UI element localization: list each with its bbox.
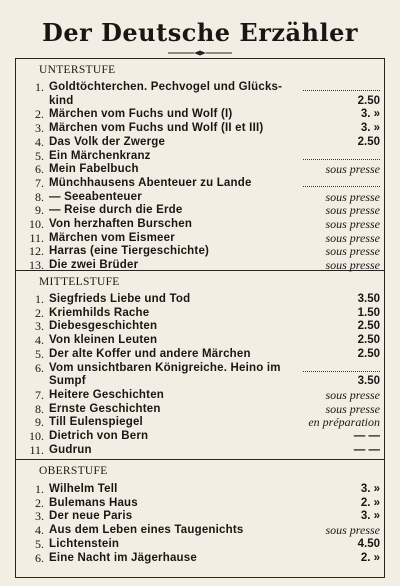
item-price: sous presse (325, 189, 380, 204)
item-title: Die zwei Brüder (49, 259, 139, 272)
item-price: sous presse (325, 217, 380, 231)
list-item (20, 244, 380, 258)
list-item (20, 374, 380, 388)
item-price: — — (353, 443, 380, 456)
item-number: 2. (35, 305, 44, 320)
item-price: sous presse (325, 387, 380, 402)
item-number: 3. (35, 509, 44, 524)
item-title: Märchen vom Fuchs und Wolf (II et III) (49, 122, 264, 135)
item-title: Märchen vom Fuchs und Wolf (I) (49, 108, 233, 121)
item-title: Sumpf (49, 375, 86, 388)
item-price: 2.50 (357, 347, 380, 360)
item-price: 3.50 (357, 293, 380, 305)
item-number: 8. (35, 401, 44, 416)
item-number: 3. (35, 319, 44, 334)
list-item (20, 509, 380, 523)
list-item (20, 496, 380, 510)
list-item (20, 319, 380, 333)
list-item (20, 162, 380, 176)
item-price: 3. » (360, 108, 380, 121)
dot-leader (303, 371, 380, 372)
item-number: 7. (35, 387, 44, 402)
page-title: Der Deutsche Erzähler (42, 18, 358, 47)
item-price: 2.50 (357, 334, 380, 347)
item-title: Münchhausens Abenteuer zu Lande (49, 176, 252, 189)
item-number: 6. (35, 360, 44, 375)
item-price: sous presse (325, 230, 380, 245)
item-price: sous presse (325, 162, 380, 177)
item-price: 3. » (360, 510, 380, 523)
list-item (20, 190, 380, 204)
item-title: Bulemans Haus (49, 496, 138, 509)
item-title: Harras (eine Tiergeschichte) (49, 245, 210, 258)
item-title: Gudrun (49, 443, 92, 456)
item-price: sous presse (325, 258, 380, 273)
section-separator (16, 270, 384, 271)
item-title: Eine Nacht im Jägerhause (49, 551, 197, 564)
item-title: Das Volk der Zwerge (49, 135, 166, 148)
list-item (20, 333, 380, 347)
item-title: Märchen vom Eismeer (49, 231, 175, 244)
item-number: 11. (29, 230, 44, 245)
item-number: 6. (35, 162, 44, 177)
list-item (20, 292, 380, 306)
item-number: 3. (35, 121, 44, 136)
item-price: 3.50 (357, 375, 380, 388)
list-item (20, 135, 380, 149)
list-item (20, 107, 380, 121)
item-price: 2. » (360, 496, 380, 509)
list-item (20, 203, 380, 217)
list-item (20, 176, 380, 190)
list-item (20, 231, 380, 245)
list-item (20, 429, 380, 443)
item-price: 2. » (360, 551, 380, 564)
item-title: Der neue Paris (49, 510, 133, 523)
item-number: 4. (35, 523, 44, 538)
list-item (20, 121, 380, 135)
item-title: — Seeabenteuer (49, 190, 142, 203)
item-number: 13. (29, 258, 44, 273)
item-number: 8. (35, 189, 44, 204)
list-item (20, 306, 380, 320)
item-price: 2.50 (357, 94, 380, 107)
item-price: sous presse (325, 523, 380, 538)
item-number: 9. (35, 203, 44, 218)
item-title: Dietrich von Bern (49, 430, 149, 442)
dot-leader (303, 90, 380, 91)
item-price: 2.50 (357, 135, 380, 148)
item-number: 7. (35, 175, 44, 190)
item-number: 1. (35, 482, 44, 496)
list-item (20, 551, 380, 565)
item-number: 5. (35, 346, 44, 361)
item-number: 1. (35, 292, 44, 306)
item-title: Goldtöchterchen. Pechvogel und Glücks- (49, 81, 283, 93)
item-title: Ernste Geschichten (49, 402, 161, 415)
item-price: sous presse (325, 244, 380, 259)
list-item (20, 523, 380, 537)
item-title: Aus dem Leben eines Taugenichts (49, 524, 244, 537)
item-title: Wilhelm Tell (49, 483, 118, 495)
list-item (20, 361, 380, 375)
item-title: — Reise durch die Erde (49, 204, 183, 217)
ornament-divider-icon (168, 50, 232, 56)
item-title: Von herzhaften Burschen (49, 218, 193, 230)
item-number: 1. (35, 80, 44, 94)
item-price: 1.50 (357, 306, 380, 319)
item-title: Heitere Geschichten (49, 388, 165, 401)
item-title: Kriemhilds Rache (49, 306, 150, 319)
item-price: 3. » (360, 483, 380, 495)
item-number: 10. (29, 217, 44, 231)
section-heading: OBERSTUFE (39, 465, 108, 477)
item-price: 3. » (360, 122, 380, 135)
dot-leader (303, 186, 380, 187)
item-number: 2. (35, 495, 44, 510)
item-number: 4. (35, 134, 44, 149)
item-price: 4.50 (357, 537, 380, 550)
item-number: 5. (35, 148, 44, 163)
item-price: sous presse (325, 203, 380, 218)
list-item (20, 347, 380, 361)
item-title: Ein Märchenkranz (49, 149, 151, 162)
item-number: 6. (35, 550, 44, 565)
item-number: 4. (35, 333, 44, 348)
list-item (20, 537, 380, 551)
item-number: 11. (29, 442, 44, 457)
item-price: — — (353, 430, 380, 442)
dot-leader (303, 159, 380, 160)
item-title: Siegfrieds Liebe und Tod (49, 293, 191, 305)
item-price: en préparation (308, 415, 380, 430)
section-heading: MITTELSTUFE (39, 276, 120, 288)
item-number: 2. (35, 107, 44, 122)
list-item (20, 402, 380, 416)
list-item (20, 217, 380, 231)
list-item (20, 388, 380, 402)
item-number: 5. (35, 536, 44, 551)
item-title: Von kleinen Leuten (49, 334, 158, 347)
list-item (20, 80, 380, 94)
item-title: Till Eulenspiegel (49, 416, 143, 429)
item-title: Mein Fabelbuch (49, 163, 139, 176)
item-title: Der alte Koffer und andere Märchen (49, 347, 251, 360)
item-price: sous presse (325, 401, 380, 416)
item-title: Vom unsichtbaren Königreiche. Heino im (49, 361, 281, 374)
item-title: kind (49, 94, 74, 107)
section-separator (16, 459, 384, 460)
list-item (20, 149, 380, 163)
item-number: 10. (29, 429, 44, 443)
list-item (20, 94, 380, 108)
section-heading: UNTERSTUFE (39, 64, 116, 76)
list-item (20, 443, 380, 457)
list-item (20, 482, 380, 496)
item-number: 9. (35, 415, 44, 430)
list-item (20, 415, 380, 429)
item-title: Lichtenstein (49, 537, 120, 550)
item-title: Diebesgeschichten (49, 320, 158, 333)
item-number: 12. (29, 244, 44, 259)
item-price: 2.50 (357, 320, 380, 333)
